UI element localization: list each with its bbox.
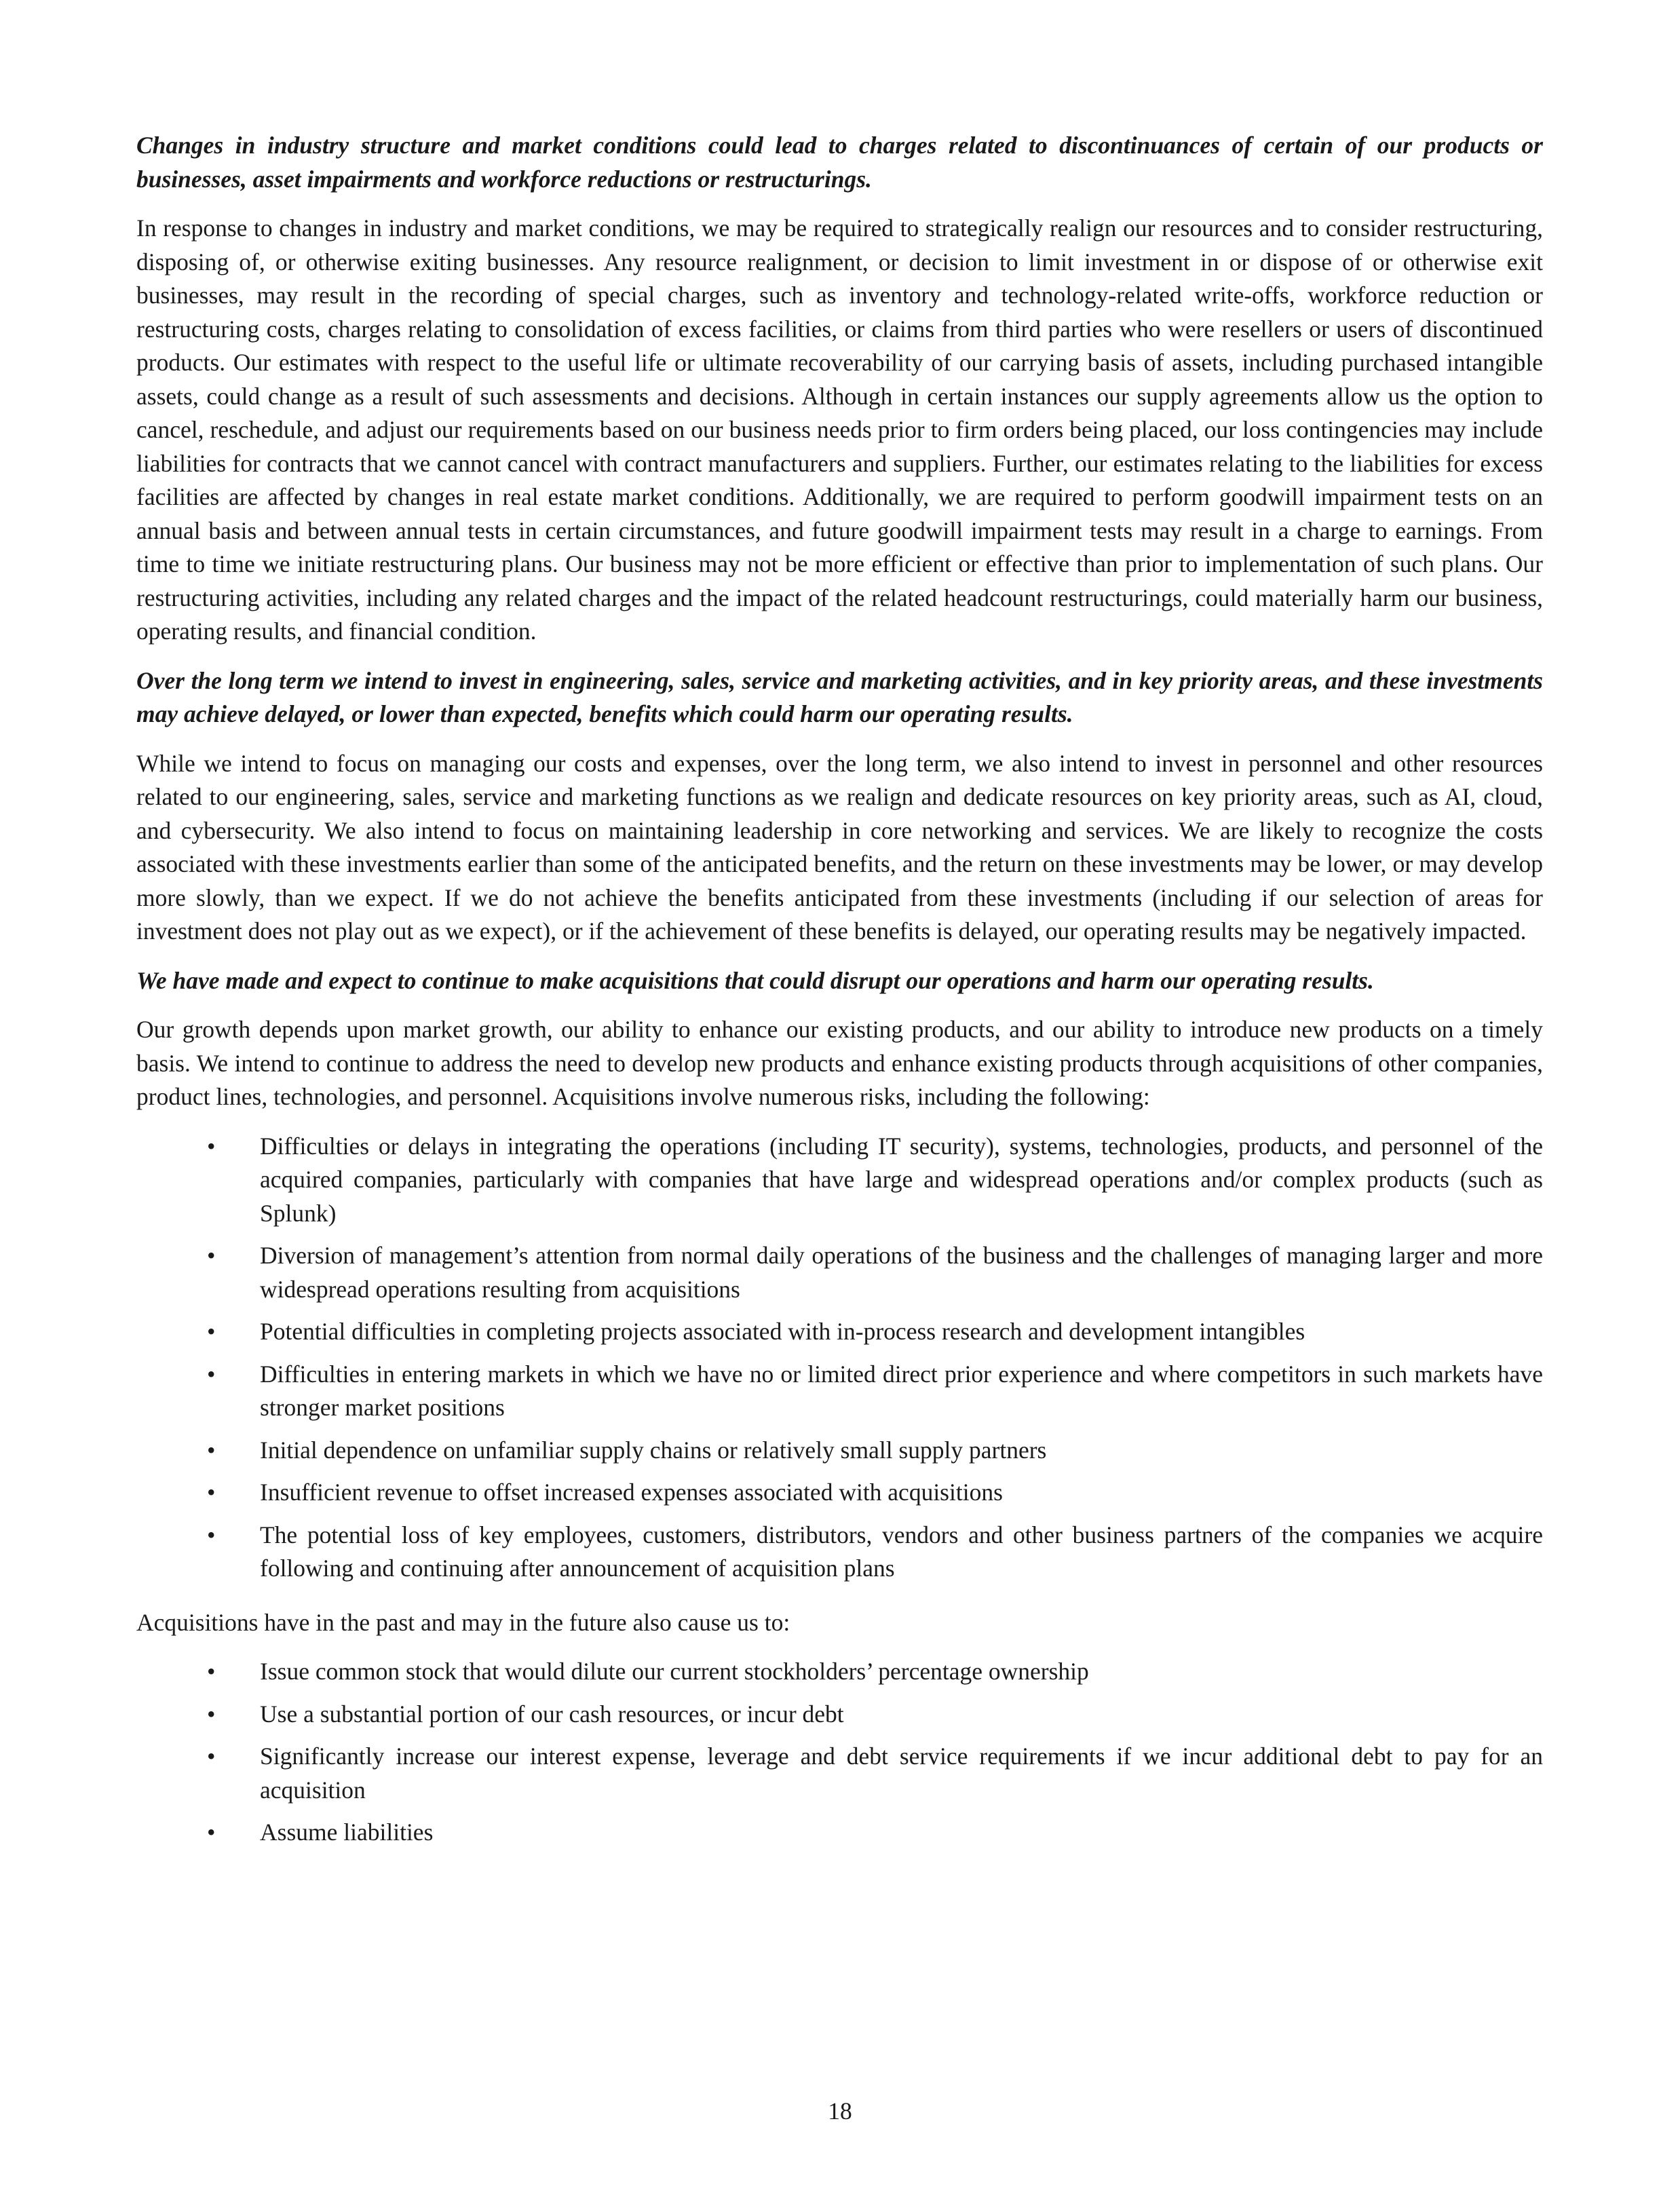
list-item-text: Potential difficulties in completing projects associated with in-process research and development intangibles [260, 1318, 1305, 1345]
bullet-icon: • [207, 1743, 216, 1770]
list-item-text: Significantly increase our interest expense, leverage and debt service requirements if we incur additional debt to pay for an acquisition [260, 1743, 1543, 1804]
list-item [136, 1239, 1543, 1306]
section-paragraph: Our growth depends upon market growth, our ability to enhance our existing products, and our ability to introduce new products on a timely basis. We intend to continue to address the need to develop new products and enhance existing products through acquisitions of other companies, product lines, technologies, and personnel. Acquisitions involve numerous risks, including the following: [136, 1016, 1543, 1110]
list-item [136, 1358, 1543, 1425]
list-item [136, 1315, 1543, 1349]
list-item [136, 1519, 1543, 1586]
section-heading: Changes in industry structure and market conditions could lead to charges related to discontinuances of certain of our products or businesses, asset impairments and workforce reductions or restructurings. [136, 132, 1543, 193]
bullet-icon: • [207, 1479, 216, 1506]
bullet-icon: • [207, 1242, 216, 1269]
section-heading: We have made and expect to continue to make acquisitions that could disrupt our operations and harm our operating results. [136, 966, 1374, 994]
document-page [136, 129, 1543, 1865]
list-item [136, 1476, 1543, 1510]
list-item-text: Assume liabilities [260, 1819, 434, 1846]
page-number: 18 [828, 2097, 852, 2125]
bullet-icon: • [207, 1360, 216, 1388]
list-item-text: Difficulties or delays in integrating the operations (including IT security), systems, technologies, products, and personnel of the acquired companies, particularly with companies that have large and widespread operations and/or complex products (such as Splunk) [260, 1132, 1543, 1227]
bullet-icon: • [207, 1318, 216, 1345]
list-item [136, 1698, 1543, 1732]
section-heading: Over the long term we intend to invest in engineering, sales, service and marketing activities, and in key priority areas, and these investments may achieve delayed, or lower than expected, benefits which could harm our operating results. [136, 666, 1543, 727]
list-item-text: Insufficient revenue to offset increased expenses associated with acquisitions [260, 1479, 1003, 1506]
list-item [136, 1816, 1543, 1850]
list-item [136, 1740, 1543, 1807]
bullet-icon: • [207, 1132, 216, 1160]
list-item [136, 1130, 1543, 1231]
bullet-icon: • [207, 1819, 216, 1846]
list-item-text: Issue common stock that would dilute our current stockholders’ percentage ownership [260, 1658, 1089, 1685]
list-item-text: Use a substantial portion of our cash resources, or incur debt [260, 1700, 844, 1728]
acquisition-consequences-list [136, 1655, 1543, 1850]
bullet-icon: • [207, 1700, 216, 1728]
acquisition-risks-list [136, 1130, 1543, 1586]
bullet-icon: • [207, 1436, 216, 1464]
section-paragraph: In response to changes in industry and market conditions, we may be required to strategically realign our resources and to consider restructuring, disposing of, or otherwise exiting businesses. Any resource realignment, or decision to limit investment in or dispose of or otherwise exit businesses, may result in the recording of special charges, such as inventory and technology-related write-offs, workforce reduction or restructuring costs, charges relating to consolidation of excess facilities, or claims from third parties who were resellers or users of discontinued products. Our estimates with respect to the useful life or ultimate recoverability of our carrying basis of assets, including purchased intangible assets, could change as a result of such assessments and decisions. Although in certain instances our supply agreements allow us the option to cancel, reschedule, and adjust our requirements based on our business needs prior to firm orders being placed, our loss contingencies may include liabilities for contracts that we cannot cancel with contract manufacturers and suppliers. Further, our estimates relating to the liabilities for excess facilities are affected by changes in real estate market conditions. Additionally, we are required to perform goodwill impairment tests on an annual basis and between annual tests in certain circumstances, and future goodwill impairment tests may result in a charge to earnings. From time to time we initiate restructuring plans. Our business may not be more efficient or effective than prior to implementation of such plans. Our restructuring activities, including any related charges and the impact of the related headcount restructurings, could materially harm our business, operating results, and financial condition. [136, 214, 1543, 645]
list-item-text: Initial dependence on unfamiliar supply chains or relatively small supply partners [260, 1436, 1047, 1464]
section-paragraph: Acquisitions have in the past and may in the future also cause us to: [136, 1608, 790, 1636]
list-item-text: Diversion of management’s attention from normal daily operations of the business and the challenges of managing larger and more widespread operations resulting from acquisitions [260, 1242, 1543, 1303]
bullet-icon: • [207, 1658, 216, 1685]
list-item [136, 1434, 1543, 1468]
section-paragraph: While we intend to focus on managing our costs and expenses, over the long term, we also intend to invest in personnel and other resources related to our engineering, sales, service and marketing functions as we realign and dedicate resources on key priority areas, such as AI, cloud, and cybersecurity. We also intend to focus on maintaining leadership in core networking and services. We are likely to recognize the costs associated with these investments earlier than some of the anticipated benefits, and the return on these investments may be lower, or may develop more slowly, than we expect. If we do not achieve the benefits anticipated from these investments (including if our selection of areas for investment does not play out as we expect), or if the achievement of these benefits is delayed, our operating results may be negatively impacted. [136, 749, 1543, 945]
list-item [136, 1655, 1543, 1689]
bullet-icon: • [207, 1521, 216, 1548]
list-item-text: Difficulties in entering markets in which we have no or limited direct prior experience and where competitors in such markets have stronger market positions [260, 1360, 1543, 1421]
list-item-text: The potential loss of key employees, customers, distributors, vendors and other business partners of the companies we acquire following and continuing after announcement of acquisition plans [260, 1521, 1543, 1582]
